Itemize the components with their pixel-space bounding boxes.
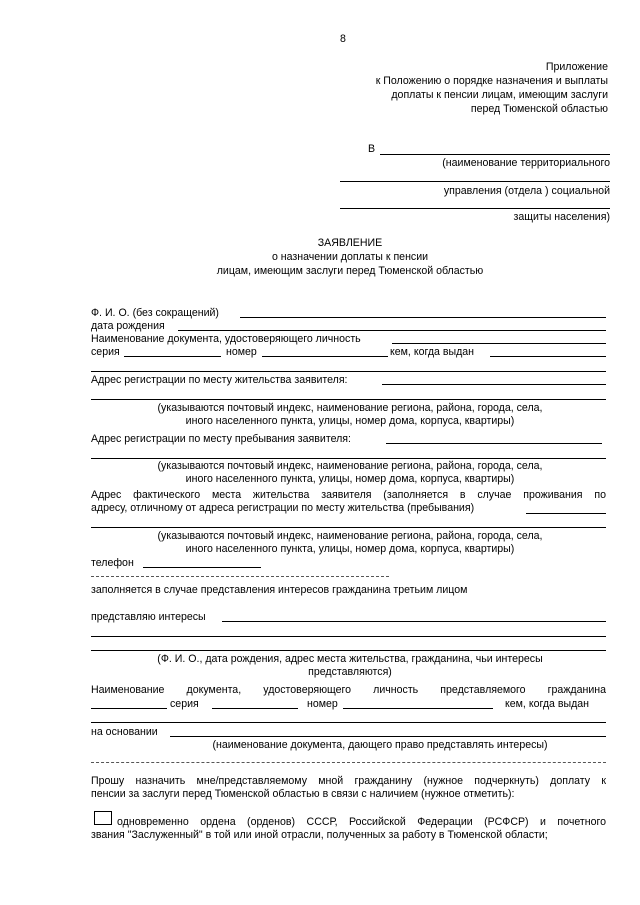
id-document-label: Наименование документа, удостоверяющего личность bbox=[91, 333, 361, 345]
issued-by-field-2[interactable] bbox=[91, 371, 606, 372]
option-1-text-1: одновременно ордена (орденов) СССР, Российской Федерации (РСФСР) и почетного bbox=[117, 816, 606, 828]
registration-address-field[interactable] bbox=[382, 384, 606, 385]
id-document-field[interactable] bbox=[392, 343, 606, 344]
series-field[interactable] bbox=[124, 356, 221, 357]
phone-label: телефон bbox=[91, 557, 134, 569]
rep-issued-field[interactable] bbox=[91, 722, 606, 723]
request-text-1: Прошу назначить мне/представляемому мной гражданину (нужное подчеркнуть) доплату к bbox=[91, 775, 606, 787]
basis-label: на основании bbox=[91, 726, 158, 738]
addressee-hint-3: защиты населения) bbox=[513, 211, 610, 223]
birth-date-field[interactable] bbox=[178, 330, 606, 331]
rep-number-label: номер bbox=[307, 698, 338, 710]
basis-hint: (наименование документа, дающего право представлять интересы) bbox=[212, 739, 548, 751]
document-subtitle-2: лицам, имеющим заслуги перед Тюменской областью bbox=[216, 265, 484, 277]
address-hint-2b: иного населенного пункта, улицы, номер дома, корпуса, квартиры) bbox=[185, 473, 515, 485]
appendix-line-4: перед Тюменской областью bbox=[470, 103, 608, 115]
fio-field[interactable] bbox=[240, 317, 606, 318]
rep-series-field[interactable] bbox=[212, 708, 298, 709]
address-hint-3b: иного населенного пункта, улицы, номер дома, корпуса, квартиры) bbox=[185, 543, 515, 555]
represented-doc-label: Наименование документа, удостоверяющего личность представляемого гражданина bbox=[91, 684, 606, 696]
request-text-2: пенсии за заслуги перед Тюменской областью в связи с наличием (нужное отметить): bbox=[91, 788, 515, 800]
rep-issued-label: кем, когда выдан bbox=[505, 698, 590, 710]
addressee-prefix: В bbox=[368, 143, 376, 155]
addressee-hint-2: управления (отдела ) социальной bbox=[443, 185, 610, 197]
actual-address-field[interactable] bbox=[526, 513, 606, 514]
issued-by-field[interactable] bbox=[490, 356, 606, 357]
separator-dashed-1 bbox=[91, 576, 389, 577]
option-1-text-2: звания "Заслуженный" в той или иной отрасли, полученных за работу в Тюменской области; bbox=[91, 829, 548, 841]
series-label: серия bbox=[91, 346, 120, 358]
represent-label: представляю интересы bbox=[91, 611, 206, 623]
rep-number-field[interactable] bbox=[343, 708, 493, 709]
registration-address-label: Адрес регистрации по месту жительства заявителя: bbox=[91, 374, 348, 386]
stay-address-field[interactable] bbox=[386, 443, 602, 444]
birth-date-label: дата рождения bbox=[91, 320, 165, 332]
phone-field[interactable] bbox=[143, 567, 261, 568]
document-subtitle-1: о назначении доплаты к пенсии bbox=[271, 251, 429, 263]
address-hint-1a: (указываются почтовый индекс, наименование региона, района, города, села, bbox=[157, 402, 543, 414]
number-label: номер bbox=[226, 346, 257, 358]
represent-hint-1: (Ф. И. О., дата рождения, адрес места жительства, гражданина, чьи интересы bbox=[157, 653, 543, 665]
fio-label: Ф. И. О. (без сокращений) bbox=[91, 307, 219, 319]
stay-address-label: Адрес регистрации по месту пребывания заявителя: bbox=[91, 433, 351, 445]
issued-by-label: кем, когда выдан bbox=[390, 346, 475, 358]
appendix-line-1: Приложение bbox=[545, 61, 608, 73]
third-party-note: заполняется в случае представления интересов гражданина третьим лицом bbox=[91, 584, 468, 596]
rep-series-label: серия bbox=[170, 698, 199, 710]
address-hint-1b: иного населенного пункта, улицы, номер дома, корпуса, квартиры) bbox=[185, 415, 515, 427]
registration-address-field-2[interactable] bbox=[91, 399, 606, 400]
basis-field[interactable] bbox=[170, 736, 606, 737]
represent-field-2[interactable] bbox=[91, 636, 606, 637]
actual-address-label-1: Адрес фактического места жительства заявителя (заполняется в случае проживания по bbox=[91, 489, 606, 501]
number-field[interactable] bbox=[262, 356, 388, 357]
addressee-field-2[interactable] bbox=[340, 181, 610, 182]
rep-series-prefix-field[interactable] bbox=[91, 708, 167, 709]
stay-address-field-2[interactable] bbox=[91, 458, 606, 459]
address-hint-3a: (указываются почтовый индекс, наименование региона, района, города, села, bbox=[157, 530, 543, 542]
separator-dashed-2 bbox=[91, 762, 606, 763]
addressee-field-1[interactable] bbox=[380, 154, 610, 155]
page-number: 8 bbox=[340, 33, 346, 45]
represent-hint-2: представляются) bbox=[308, 666, 392, 678]
document-title: ЗАЯВЛЕНИЕ bbox=[317, 237, 383, 249]
address-hint-2a: (указываются почтовый индекс, наименование региона, района, города, села, bbox=[157, 460, 543, 472]
represent-field-3[interactable] bbox=[91, 650, 606, 651]
addressee-field-3[interactable] bbox=[340, 208, 610, 209]
appendix-line-2: к Положению о порядке назначения и выплаты bbox=[375, 75, 608, 87]
actual-address-field-2[interactable] bbox=[91, 527, 606, 528]
represent-field[interactable] bbox=[222, 621, 606, 622]
appendix-line-3: доплаты к пенсии лицам, имеющим заслуги bbox=[391, 89, 608, 101]
addressee-hint-1: (наименование территориального bbox=[442, 157, 610, 169]
actual-address-label-2: адресу, отличному от адреса регистрации по месту жительства (пребывания) bbox=[91, 502, 475, 514]
option-1-checkbox[interactable] bbox=[94, 811, 112, 825]
